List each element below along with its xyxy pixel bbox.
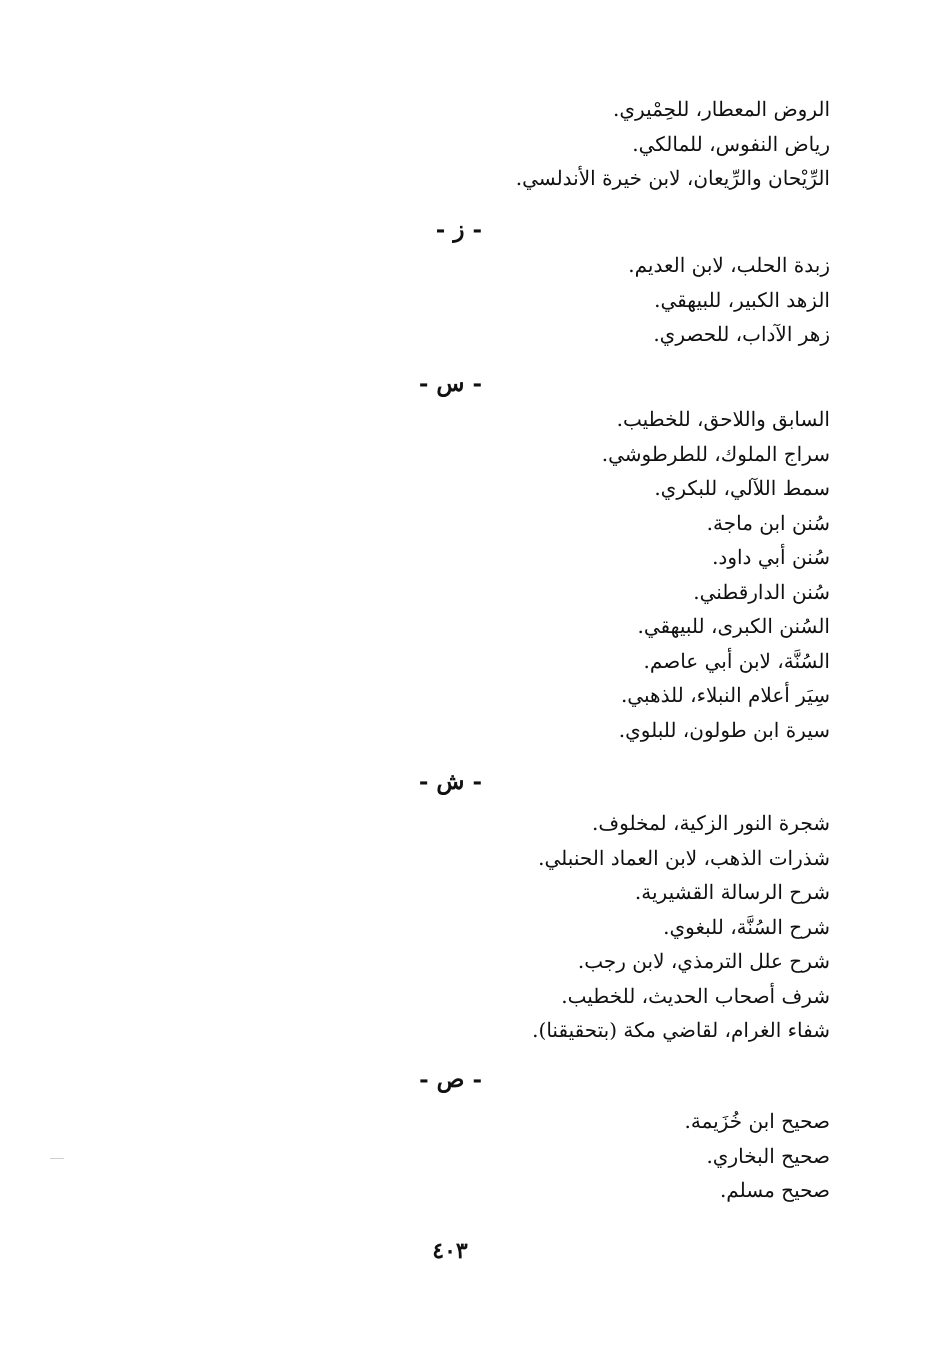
list-item: شذرات الذهب، لابن العماد الحنبلي. — [538, 845, 830, 870]
list-item: سُنن أبي داود. — [712, 545, 830, 569]
section-header-sin: - س - — [418, 370, 482, 397]
entry-list-sad — [310, 1104, 830, 1208]
list-item: سمط اللآلي، للبكري. — [654, 476, 830, 500]
page-number: ٤٠٣ — [432, 1238, 468, 1264]
list-item: السابق واللاحق، للخطيب. — [616, 407, 830, 431]
section-header-zay: - ز - — [435, 216, 482, 243]
entry-list-sin — [310, 402, 830, 747]
entry-list-zay — [310, 248, 830, 352]
list-item: شرح الرسالة القشيرية. — [634, 880, 830, 904]
list-item: شفاء الغرام، لقاضي مكة (بتحقيقنا). — [532, 1018, 830, 1042]
list-item: السُنَّة، لابن أبي عاصم. — [643, 648, 830, 673]
margin-mark — [50, 1158, 64, 1159]
list-item: سُنن الدارقطني. — [693, 579, 830, 604]
list-item: سُنن ابن ماجة. — [706, 510, 830, 535]
list-item: السُنن الكبرى، للبيهقي. — [637, 614, 830, 638]
list-item: صحيح البخاري. — [706, 1143, 830, 1168]
list-item: الزهد الكبير، للبيهقي. — [654, 287, 830, 312]
section-header-shin: - ش - — [418, 768, 482, 795]
list-item: سِيَر أعلام النبلاء، للذهبي. — [620, 683, 830, 707]
list-item: سيرة ابن طولون، للبلوي. — [618, 717, 830, 742]
list-item: رياض النفوس، للمالكي. — [632, 131, 830, 156]
list-item: زهر الآداب، للحصري. — [653, 322, 830, 346]
list-item: الرِّيْحان والرِّيعان، لابن خيرة الأندلسي. — [515, 166, 830, 190]
list-item: صحيح ابن خُزَيمة. — [684, 1109, 830, 1133]
entry-list-ra — [310, 92, 830, 196]
list-item: سراج الملوك، للطرطوشي. — [601, 441, 830, 466]
entry-list-shin — [310, 806, 830, 1048]
list-item: الروض المعطار، للحِمْيري. — [613, 97, 830, 121]
list-item: زبدة الحلب، لابن العديم. — [628, 253, 830, 277]
list-item: صحيح مسلم. — [719, 1178, 830, 1202]
list-item: شجرة النور الزكية، لمخلوف. — [592, 811, 830, 835]
section-header-sad: - ص - — [419, 1066, 482, 1093]
list-item: شرح السُنَّة، للبغوي. — [663, 914, 830, 939]
list-item: شرح علل الترمذي، لابن رجب. — [577, 949, 830, 973]
list-item: شرف أصحاب الحديث، للخطيب. — [561, 983, 830, 1008]
